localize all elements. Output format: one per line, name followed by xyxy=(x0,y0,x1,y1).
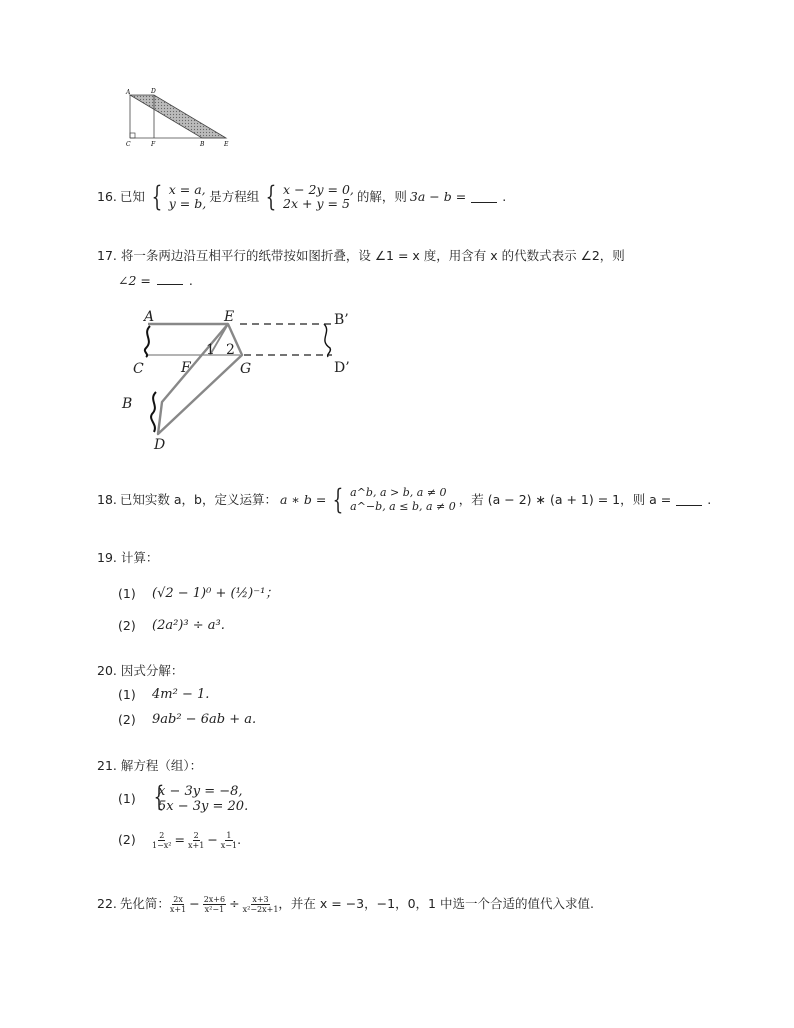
equation-line: y = b, xyxy=(168,196,207,211)
expression: 3a − b = xyxy=(409,189,467,204)
fig17-label-f: F xyxy=(181,360,191,376)
fig15-label-a: A xyxy=(126,89,131,96)
question-18 xyxy=(97,483,712,516)
brace: { xyxy=(153,780,165,813)
question-text: ，若 (a − 2) ∗ (a + 1) = 1，则 a = xyxy=(458,492,672,507)
fig17-label-b-prime: B’ xyxy=(334,312,349,328)
fig15-label-c: C xyxy=(126,141,131,148)
fraction xyxy=(203,895,226,914)
question-number: 16. xyxy=(97,189,117,204)
part-label: (1) xyxy=(118,586,136,601)
denominator: x²−1 xyxy=(204,904,225,914)
question-text: 先化简： xyxy=(119,896,170,911)
fig17-label-c: C xyxy=(133,361,144,377)
fig15-label-d: D xyxy=(151,88,156,95)
question-19-part-2 xyxy=(118,618,225,634)
question-number: 21. xyxy=(97,758,117,773)
question-text: 已知实数 a，b，定义运算： xyxy=(119,492,277,507)
question-text: ，并在 x = −3，−1，0，1 中选一个合适的值代入求值. xyxy=(278,896,594,911)
expression: (2a²)³ ÷ a³. xyxy=(152,618,225,633)
expression: 4m² − 1. xyxy=(152,687,210,702)
operator: ÷ xyxy=(229,896,240,911)
question-title: 因式分解： xyxy=(120,663,184,678)
answer-blank xyxy=(157,274,183,285)
piecewise-case: a^−b, a ≤ b, a ≠ 0 xyxy=(350,500,456,513)
equation-system-2 xyxy=(283,183,354,211)
equation-line: 2x + y = 5 xyxy=(283,196,350,211)
question-21-part-2 xyxy=(118,829,241,851)
operator: = xyxy=(174,832,185,847)
equation-line: x − 2y = 0, xyxy=(283,182,354,197)
question-19-part-1 xyxy=(118,586,279,602)
question-title: 计算： xyxy=(120,550,159,565)
part-label: (2) xyxy=(118,832,136,847)
expression: ∠2 = xyxy=(118,273,151,288)
expression: 9ab² − 6ab + a. xyxy=(152,712,257,727)
fig17-label-b: B xyxy=(122,396,133,412)
question-16 xyxy=(97,180,507,213)
fig15-label-e: E xyxy=(224,141,229,148)
fraction xyxy=(221,831,237,850)
question-number: 17. xyxy=(97,248,117,263)
question-text: 将一条两边沿互相平行的纸带按如图折叠，设 ∠1 = x 度，用含有 x 的代数式表示 ∠2，则 xyxy=(120,248,625,263)
question-number: 22. xyxy=(97,896,117,911)
fig17-angle-1: 1 xyxy=(206,342,215,358)
expression: (√2 − 1)⁰ + (½)⁻¹； xyxy=(152,586,279,601)
brace: { xyxy=(265,180,277,213)
brace: { xyxy=(151,180,163,213)
punctuation: . xyxy=(502,189,507,204)
question-text: 是方程组 xyxy=(209,189,260,204)
question-20-part-1 xyxy=(118,687,210,703)
piecewise-definition xyxy=(350,486,456,514)
question-22 xyxy=(97,893,594,915)
fig17-label-d: D xyxy=(154,437,166,453)
part-label: (1) xyxy=(118,687,136,702)
question-number: 18. xyxy=(97,492,117,507)
question-number: 19. xyxy=(97,550,117,565)
fig17-angle-2: 2 xyxy=(226,342,235,358)
question-text: 的解，则 xyxy=(356,189,407,204)
question-number: 20. xyxy=(97,663,117,678)
question-title: 解方程（组）： xyxy=(120,758,203,773)
answer-blank xyxy=(471,192,497,203)
question-20-part-2 xyxy=(118,712,257,728)
question-21 xyxy=(97,758,202,774)
fraction xyxy=(152,831,172,850)
denominator: x+1 xyxy=(188,840,205,850)
numerator: 2x+6 xyxy=(203,894,226,904)
fraction xyxy=(188,831,204,850)
fraction xyxy=(243,895,279,914)
fig17-label-e: E xyxy=(224,309,235,325)
fig15-label-f: F xyxy=(151,141,156,148)
part-label: (2) xyxy=(118,712,136,727)
numerator: 1 xyxy=(226,830,232,840)
denominator: x−1 xyxy=(220,840,238,850)
answer-blank xyxy=(676,495,702,506)
fig15-label-b: B xyxy=(200,141,205,148)
brace: { xyxy=(332,483,344,516)
numerator: 2 xyxy=(193,830,199,840)
punctuation: . xyxy=(237,832,242,847)
numerator: 2 xyxy=(159,830,165,840)
question-17 xyxy=(97,248,625,264)
question-text: 已知 xyxy=(119,189,145,204)
equation-system-1 xyxy=(169,183,206,211)
denominator: x²−2x+1 xyxy=(242,904,279,914)
part-label: (1) xyxy=(118,791,136,806)
fig17-label-g: G xyxy=(240,361,252,377)
denominator: x+1 xyxy=(169,904,187,914)
definition-lhs: a ∗ b = xyxy=(279,492,327,507)
operator: − xyxy=(189,896,200,911)
question-19 xyxy=(97,550,158,566)
part-label: (2) xyxy=(118,618,136,633)
figure-q17 xyxy=(118,302,368,454)
fraction xyxy=(170,895,186,914)
punctuation: . xyxy=(188,273,193,288)
question-20 xyxy=(97,663,183,679)
fig17-label-d-prime: D’ xyxy=(334,360,350,376)
numerator: 2x xyxy=(173,894,183,904)
denominator: 1−x² xyxy=(152,840,172,850)
equation-line: x = a, xyxy=(168,182,206,197)
piecewise-case: a^b, a > b, a ≠ 0 xyxy=(350,486,447,499)
operator: − xyxy=(207,832,218,847)
punctuation: . xyxy=(707,492,712,507)
equation-line: 5x − 3y = 20. xyxy=(158,799,249,814)
equation-line: x − 3y = −8, xyxy=(158,784,243,799)
equation-system xyxy=(158,784,248,814)
numerator: x+3 xyxy=(252,894,269,904)
fig17-label-a: A xyxy=(144,309,155,325)
question-17-line2 xyxy=(118,273,193,289)
figure-q15 xyxy=(118,86,238,150)
